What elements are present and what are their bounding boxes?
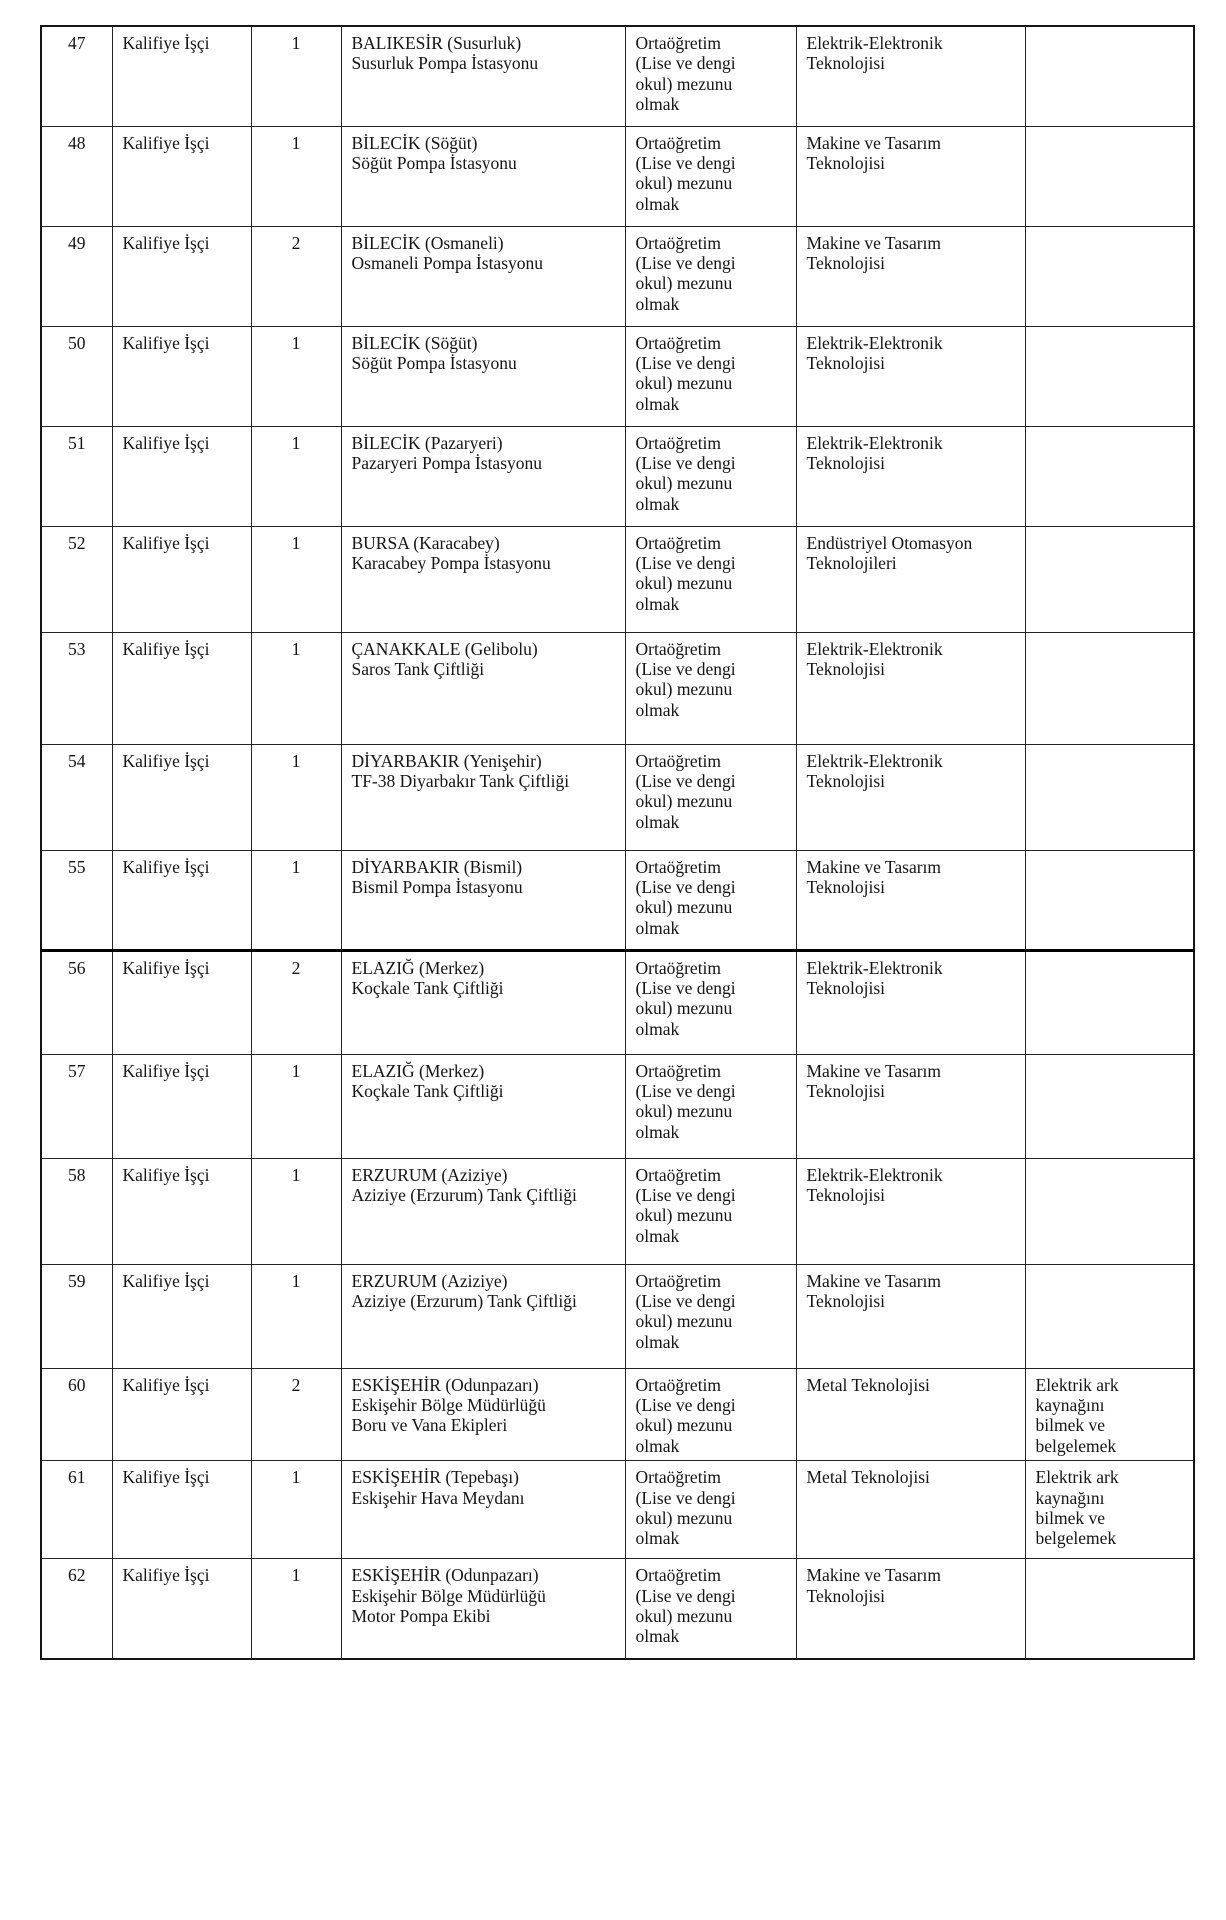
education-cell	[625, 1264, 796, 1368]
field-cell	[796, 426, 1025, 526]
education-text: Ortaöğretim (Lise ve dengi okul) mezunu olmak	[635, 1270, 736, 1352]
education-text: Ortaöğretim (Lise ve dengi okul) mezunu olmak	[635, 1467, 736, 1549]
note-cell	[1025, 744, 1194, 850]
field-cell	[796, 632, 1025, 744]
education-cell	[625, 1368, 796, 1461]
education-cell	[625, 1461, 796, 1559]
field-cell	[796, 1054, 1025, 1158]
field-text: Elektrik-Elektronik Teknolojisi	[806, 1164, 943, 1205]
note-cell	[1025, 126, 1194, 226]
province-text: ERZURUM (Aziziye)	[351, 1270, 508, 1291]
table-row	[41, 950, 1194, 1054]
facility-text: Osmaneli Pompa İstasyonu	[351, 252, 544, 273]
facility-text: Aziziye (Erzurum) Tank Çiftliği	[351, 1184, 577, 1205]
count-cell: 1	[251, 744, 341, 850]
education-cell	[625, 326, 796, 426]
education-cell	[625, 26, 796, 126]
field-text: Elektrik-Elektronik Teknolojisi	[806, 432, 943, 473]
table-row	[41, 526, 1194, 632]
note-cell	[1025, 1461, 1194, 1559]
education-cell	[625, 1054, 796, 1158]
count-cell: 1	[251, 1054, 341, 1158]
job-vacancy-table	[40, 25, 1195, 1660]
position-cell: Kalifiye İşçi	[112, 1158, 251, 1264]
field-text: Endüstriyel Otomasyon Teknolojileri	[806, 532, 973, 573]
education-text: Ortaöğretim (Lise ve dengi okul) mezunu olmak	[635, 432, 736, 514]
count-cell: 2	[251, 1368, 341, 1461]
position-cell: Kalifiye İşçi	[112, 226, 251, 326]
count-cell: 1	[251, 426, 341, 526]
note-cell	[1025, 1559, 1194, 1659]
note-cell	[1025, 1158, 1194, 1264]
field-text: Elektrik-Elektronik Teknolojisi	[806, 33, 943, 74]
facility-text: Bismil Pompa İstasyonu	[351, 876, 523, 897]
position-cell: Kalifiye İşçi	[112, 26, 251, 126]
field-cell	[796, 26, 1025, 126]
education-cell	[625, 950, 796, 1054]
position-cell: Kalifiye İşçi	[112, 1264, 251, 1368]
education-cell	[625, 1158, 796, 1264]
position-cell: Kalifiye İşçi	[112, 1559, 251, 1659]
province-text: BİLECİK (Söğüt)	[351, 332, 478, 353]
position-cell: Kalifiye İşçi	[112, 426, 251, 526]
table-row	[41, 632, 1194, 744]
note-cell	[1025, 632, 1194, 744]
row-number-cell: 57	[41, 1054, 112, 1158]
province-text: DİYARBAKIR (Yenişehir)	[351, 750, 542, 771]
facility-text: Pazaryeri Pompa İstasyonu	[351, 452, 543, 473]
table-row	[41, 1368, 1194, 1461]
table-row	[41, 1264, 1194, 1368]
location-cell	[341, 1158, 625, 1264]
education-text: Ortaöğretim (Lise ve dengi okul) mezunu olmak	[635, 532, 736, 614]
location-cell	[341, 1054, 625, 1158]
row-number-cell: 52	[41, 526, 112, 632]
row-number-cell: 60	[41, 1368, 112, 1461]
position-cell: Kalifiye İşçi	[112, 1054, 251, 1158]
note-cell	[1025, 226, 1194, 326]
location-cell	[341, 632, 625, 744]
location-cell	[341, 126, 625, 226]
education-text: Ortaöğretim (Lise ve dengi okul) mezunu olmak	[635, 1060, 736, 1142]
field-text: Metal Teknolojisi	[806, 1467, 930, 1488]
facility-text: Aziziye (Erzurum) Tank Çiftliği	[351, 1290, 577, 1311]
field-cell	[796, 126, 1025, 226]
field-text: Makine ve Tasarım Teknolojisi	[806, 1060, 942, 1101]
count-cell: 1	[251, 1461, 341, 1559]
facility-text: Eskişehir Bölge Müdürlüğü Boru ve Vana Ekipleri	[351, 1394, 546, 1436]
row-number-cell: 56	[41, 950, 112, 1054]
province-text: ESKİŞEHİR (Tepebaşı)	[351, 1467, 519, 1488]
field-cell	[796, 1264, 1025, 1368]
facility-text: Söğüt Pompa İstasyonu	[351, 352, 517, 373]
location-cell	[341, 326, 625, 426]
position-cell: Kalifiye İşçi	[112, 326, 251, 426]
field-text: Makine ve Tasarım Teknolojisi	[806, 232, 942, 273]
facility-text: Eskişehir Bölge Müdürlüğü Motor Pompa Ekibi	[351, 1585, 546, 1626]
row-number-cell: 62	[41, 1559, 112, 1659]
field-text: Elektrik-Elektronik Teknolojisi	[806, 332, 943, 373]
facility-text: Koçkale Tank Çiftliği	[351, 977, 504, 998]
location-cell	[341, 26, 625, 126]
education-cell	[625, 226, 796, 326]
note-cell	[1025, 1368, 1194, 1461]
count-cell: 1	[251, 850, 341, 950]
province-text: DİYARBAKIR (Bismil)	[351, 856, 523, 877]
field-cell	[796, 226, 1025, 326]
count-cell: 2	[251, 950, 341, 1054]
education-cell	[625, 850, 796, 950]
field-text: Makine ve Tasarım Teknolojisi	[806, 856, 942, 897]
education-text: Ortaöğretim (Lise ve dengi okul) mezunu olmak	[635, 750, 736, 832]
education-text: Ortaöğretim (Lise ve dengi okul) mezunu olmak	[635, 332, 736, 414]
position-cell: Kalifiye İşçi	[112, 526, 251, 632]
position-cell: Kalifiye İşçi	[112, 1368, 251, 1461]
note-cell	[1025, 1054, 1194, 1158]
education-text: Ortaöğretim (Lise ve dengi okul) mezunu olmak	[635, 1164, 736, 1246]
table-row	[41, 1559, 1194, 1659]
position-cell: Kalifiye İşçi	[112, 850, 251, 950]
field-cell	[796, 1368, 1025, 1461]
row-number-cell: 54	[41, 744, 112, 850]
count-cell: 1	[251, 526, 341, 632]
location-cell	[341, 1461, 625, 1559]
row-number-cell: 53	[41, 632, 112, 744]
location-cell	[341, 426, 625, 526]
field-cell	[796, 326, 1025, 426]
row-number-cell: 55	[41, 850, 112, 950]
field-cell	[796, 850, 1025, 950]
province-text: BURSA (Karacabey)	[351, 532, 500, 553]
field-cell	[796, 1158, 1025, 1264]
education-text: Ortaöğretim (Lise ve dengi okul) mezunu olmak	[635, 1374, 736, 1456]
table-row	[41, 1158, 1194, 1264]
note-cell	[1025, 26, 1194, 126]
row-number-cell: 59	[41, 1264, 112, 1368]
position-cell: Kalifiye İşçi	[112, 126, 251, 226]
note-cell	[1025, 526, 1194, 632]
count-cell: 2	[251, 226, 341, 326]
location-cell	[341, 1368, 625, 1461]
education-text: Ortaöğretim (Lise ve dengi okul) mezunu olmak	[635, 232, 736, 314]
field-text: Elektrik-Elektronik Teknolojisi	[806, 957, 943, 998]
location-cell	[341, 850, 625, 950]
location-cell	[341, 744, 625, 850]
row-number-cell: 47	[41, 26, 112, 126]
province-text: BALIKESİR (Susurluk)	[351, 33, 522, 53]
location-cell	[341, 950, 625, 1054]
count-cell: 1	[251, 326, 341, 426]
table-row	[41, 1054, 1194, 1158]
education-cell	[625, 526, 796, 632]
count-cell: 1	[251, 1264, 341, 1368]
table-row	[41, 126, 1194, 226]
table-row	[41, 744, 1194, 850]
row-number-cell: 51	[41, 426, 112, 526]
position-cell: Kalifiye İşçi	[112, 744, 251, 850]
education-text: Ortaöğretim (Lise ve dengi okul) mezunu olmak	[635, 638, 736, 720]
position-cell: Kalifiye İşçi	[112, 950, 251, 1054]
table-row	[41, 1461, 1194, 1559]
province-text: ESKİŞEHİR (Odunpazarı)	[351, 1565, 539, 1586]
table-row	[41, 426, 1194, 526]
field-cell	[796, 526, 1025, 632]
row-number-cell: 50	[41, 326, 112, 426]
field-text: Makine ve Tasarım Teknolojisi	[806, 1565, 942, 1606]
field-cell	[796, 744, 1025, 850]
province-text: BİLECİK (Pazaryeri)	[351, 432, 503, 453]
facility-text: Eskişehir Hava Meydanı	[351, 1487, 525, 1508]
field-text: Makine ve Tasarım Teknolojisi	[806, 1270, 942, 1311]
table-row	[41, 850, 1194, 950]
province-text: ELAZIĞ (Merkez)	[351, 1060, 485, 1081]
province-text: BİLECİK (Osmaneli)	[351, 232, 504, 253]
count-cell: 1	[251, 1158, 341, 1264]
province-text: BİLECİK (Söğüt)	[351, 132, 478, 153]
education-text: Ortaöğretim (Lise ve dengi okul) mezunu olmak	[635, 957, 736, 1039]
location-cell	[341, 226, 625, 326]
province-text: ELAZIĞ (Merkez)	[351, 957, 485, 978]
note-cell	[1025, 850, 1194, 950]
field-text: Elektrik-Elektronik Teknolojisi	[806, 750, 943, 791]
education-cell	[625, 426, 796, 526]
field-text: Metal Teknolojisi	[806, 1374, 930, 1395]
row-number-cell: 48	[41, 126, 112, 226]
location-cell	[341, 1559, 625, 1659]
location-cell	[341, 526, 625, 632]
facility-text: Karacabey Pompa İstasyonu	[351, 552, 551, 573]
row-number-cell: 49	[41, 226, 112, 326]
count-cell: 1	[251, 1559, 341, 1659]
note-cell	[1025, 1264, 1194, 1368]
note-text: Elektrik ark kaynağını bilmek ve belgelemek	[1035, 1467, 1119, 1549]
education-cell	[625, 744, 796, 850]
field-cell	[796, 1461, 1025, 1559]
location-cell	[341, 1264, 625, 1368]
facility-text: Söğüt Pompa İstasyonu	[351, 152, 517, 173]
facility-text: Koçkale Tank Çiftliği	[351, 1080, 504, 1101]
education-cell	[625, 1559, 796, 1659]
note-cell	[1025, 426, 1194, 526]
position-cell: Kalifiye İşçi	[112, 632, 251, 744]
field-text: Makine ve Tasarım Teknolojisi	[806, 132, 942, 173]
count-cell: 1	[251, 126, 341, 226]
position-cell: Kalifiye İşçi	[112, 1461, 251, 1559]
education-text: Ortaöğretim (Lise ve dengi okul) mezunu olmak	[635, 856, 736, 938]
field-cell	[796, 950, 1025, 1054]
province-text: ESKİŞEHİR (Odunpazarı)	[351, 1374, 539, 1395]
note-text: Elektrik ark kaynağını bilmek ve belgelemek	[1035, 1374, 1119, 1456]
table-row	[41, 226, 1194, 326]
facility-text: Susurluk Pompa İstasyonu	[351, 53, 539, 74]
province-text: ÇANAKKALE (Gelibolu)	[351, 638, 538, 659]
province-text: ERZURUM (Aziziye)	[351, 1164, 508, 1185]
field-text: Elektrik-Elektronik Teknolojisi	[806, 638, 943, 679]
education-text: Ortaöğretim (Lise ve dengi okul) mezunu olmak	[635, 33, 736, 115]
row-number-cell: 58	[41, 1158, 112, 1264]
field-cell	[796, 1559, 1025, 1659]
education-cell	[625, 632, 796, 744]
facility-text: TF-38 Diyarbakır Tank Çiftliği	[351, 770, 570, 791]
table-row	[41, 326, 1194, 426]
count-cell: 1	[251, 26, 341, 126]
vacancy-table-body	[41, 26, 1194, 1659]
education-text: Ortaöğretim (Lise ve dengi okul) mezunu olmak	[635, 1565, 736, 1647]
note-cell	[1025, 950, 1194, 1054]
education-cell	[625, 126, 796, 226]
table-row	[41, 26, 1194, 126]
facility-text: Saros Tank Çiftliği	[351, 658, 485, 679]
row-number-cell: 61	[41, 1461, 112, 1559]
count-cell: 1	[251, 632, 341, 744]
education-text: Ortaöğretim (Lise ve dengi okul) mezunu olmak	[635, 132, 736, 214]
note-cell	[1025, 326, 1194, 426]
